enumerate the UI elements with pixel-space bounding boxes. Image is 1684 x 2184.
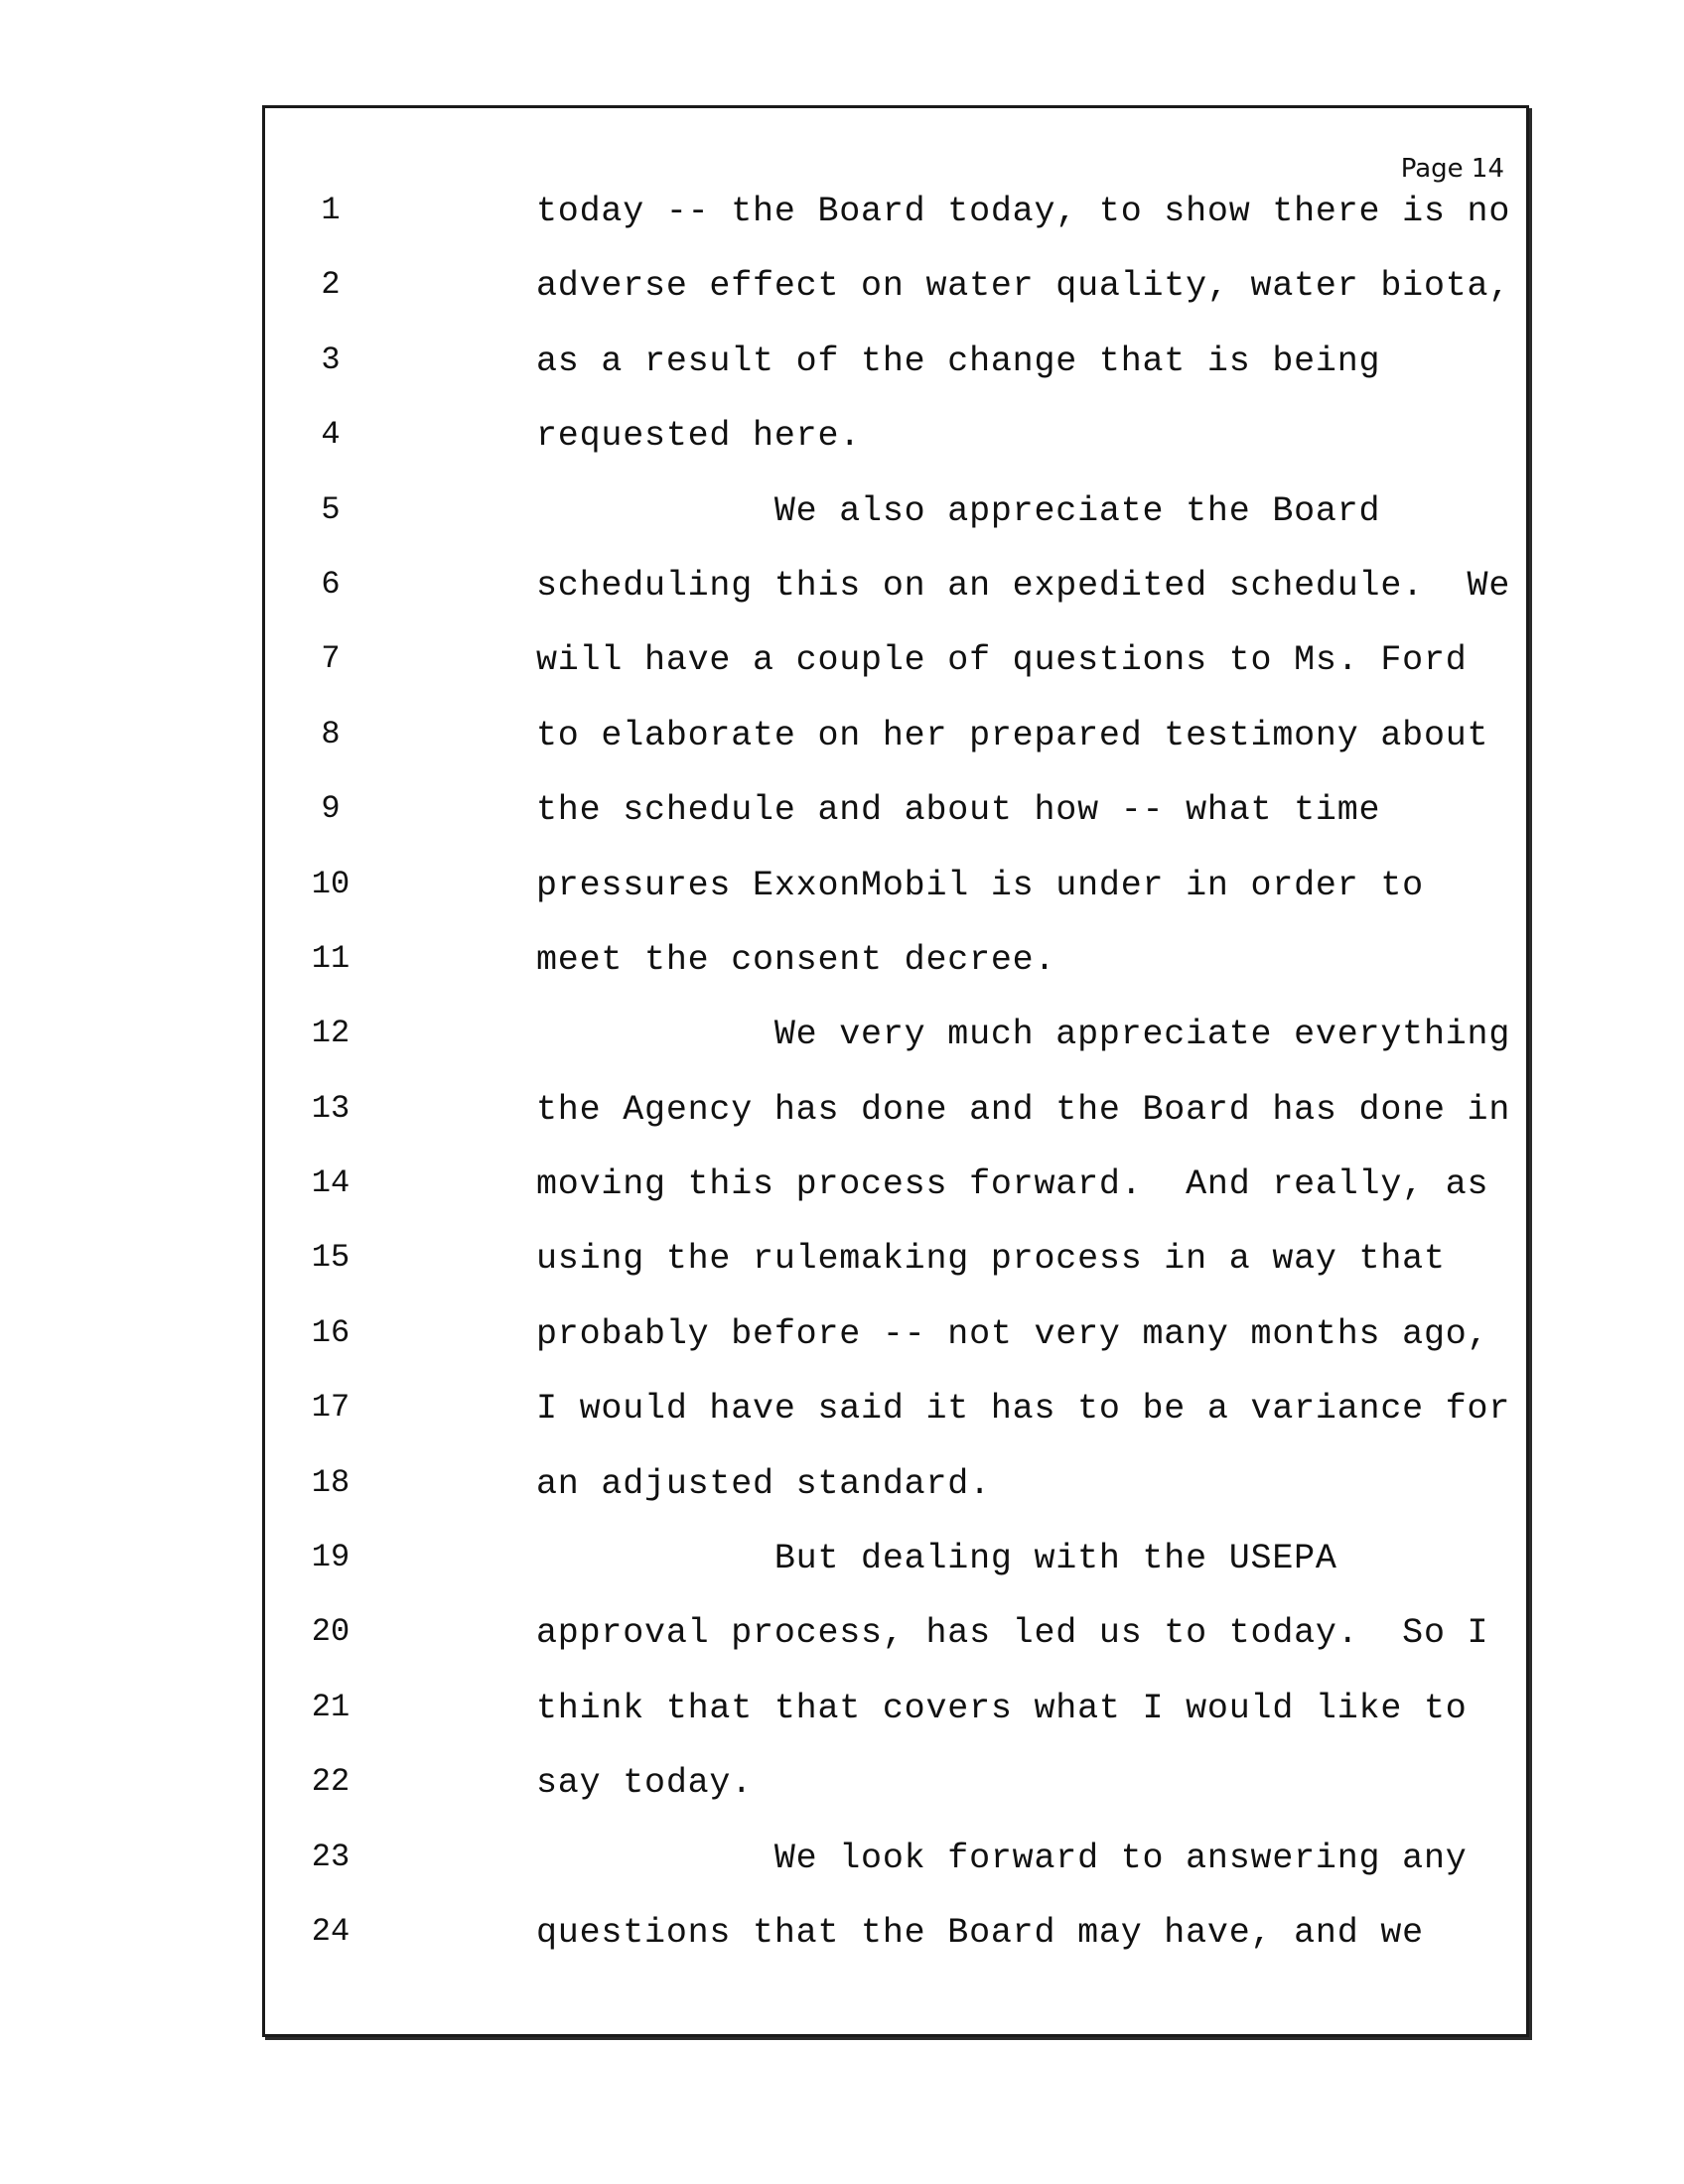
line-number: 6 [321, 565, 341, 603]
transcript-line [265, 1675, 1526, 1749]
transcript-line [265, 478, 1526, 552]
line-text: I would have said it has to be a variance for [536, 1389, 1511, 1430]
transcript-line [265, 1450, 1526, 1525]
line-text: scheduling this on an expedited schedule. We [536, 565, 1511, 606]
transcript-line [265, 252, 1526, 327]
line-number: 4 [321, 416, 341, 454]
line-text: using the rulemaking process in a way that [536, 1239, 1446, 1280]
line-number: 9 [321, 790, 341, 828]
line-number: 5 [321, 490, 341, 528]
line-number: 11 [311, 939, 351, 977]
line-text: approval process, has led us to today. So I [536, 1613, 1489, 1654]
line-text: We look forward to answering any [536, 1838, 1468, 1878]
transcript-line [265, 1225, 1526, 1299]
line-number: 7 [321, 640, 341, 678]
line-text: But dealing with the USEPA [536, 1539, 1337, 1579]
transcript-line [265, 702, 1526, 776]
line-text: will have a couple of questions to Ms. Ford [536, 640, 1468, 681]
transcript-line [265, 852, 1526, 926]
transcript-line [265, 1375, 1526, 1449]
transcript-line [265, 328, 1526, 402]
transcript-page [262, 105, 1529, 2037]
transcript-line [265, 1899, 1526, 1974]
line-text: adverse effect on water quality, water biota, [536, 266, 1511, 307]
transcript-line [265, 1151, 1526, 1225]
transcript-line [265, 1525, 1526, 1599]
transcript-line [265, 178, 1526, 252]
transcript-lines [265, 178, 1526, 1974]
transcript-line [265, 1749, 1526, 1824]
line-number: 2 [321, 266, 341, 304]
line-number: 14 [311, 1164, 351, 1202]
line-text: to elaborate on her prepared testimony about [536, 715, 1489, 755]
page-number: Page 14 [1400, 154, 1504, 184]
line-number: 15 [311, 1239, 351, 1277]
line-number: 1 [321, 192, 341, 228]
line-number: 8 [321, 715, 341, 752]
transcript-line [265, 1599, 1526, 1674]
line-number: 24 [311, 1912, 351, 1950]
line-number: 18 [311, 1463, 351, 1501]
line-text: pressures ExxonMobil is under in order to [536, 865, 1424, 905]
transcript-line [265, 626, 1526, 701]
line-text: moving this process forward. And really, as [536, 1164, 1489, 1205]
line-text: We very much appreciate everything [536, 1015, 1511, 1055]
transcript-line [265, 926, 1526, 1001]
transcript-line [265, 1300, 1526, 1375]
transcript-line [265, 1076, 1526, 1151]
line-number: 13 [311, 1089, 351, 1127]
line-text: the schedule and about how -- what time [536, 790, 1381, 831]
line-text: as a result of the change that is being [536, 341, 1381, 381]
line-number: 20 [311, 1613, 351, 1651]
line-text: probably before -- not very many months ago, [536, 1313, 1489, 1354]
line-text: We also appreciate the Board [536, 490, 1381, 531]
line-text: meet the consent decree. [536, 939, 1056, 980]
transcript-line [265, 776, 1526, 851]
line-text: today -- the Board today, to show there is no [536, 192, 1511, 231]
line-number: 23 [311, 1838, 351, 1875]
line-text: the Agency has done and the Board has done in [536, 1089, 1511, 1130]
transcript-line [265, 552, 1526, 626]
line-number: 10 [311, 865, 351, 902]
line-number: 16 [311, 1313, 351, 1351]
line-number: 19 [311, 1539, 351, 1576]
line-number: 3 [321, 341, 341, 378]
line-number: 22 [311, 1763, 351, 1801]
transcript-line [265, 1001, 1526, 1075]
line-text: an adjusted standard. [536, 1463, 991, 1504]
line-number: 21 [311, 1688, 351, 1725]
transcript-line [265, 402, 1526, 477]
line-text: requested here. [536, 416, 862, 457]
transcript-line [265, 1825, 1526, 1899]
line-text: questions that the Board may have, and we [536, 1912, 1424, 1953]
line-number: 17 [311, 1389, 351, 1427]
line-text: think that that covers what I would like to [536, 1688, 1468, 1728]
line-number: 12 [311, 1015, 351, 1052]
line-text: say today. [536, 1763, 754, 1804]
